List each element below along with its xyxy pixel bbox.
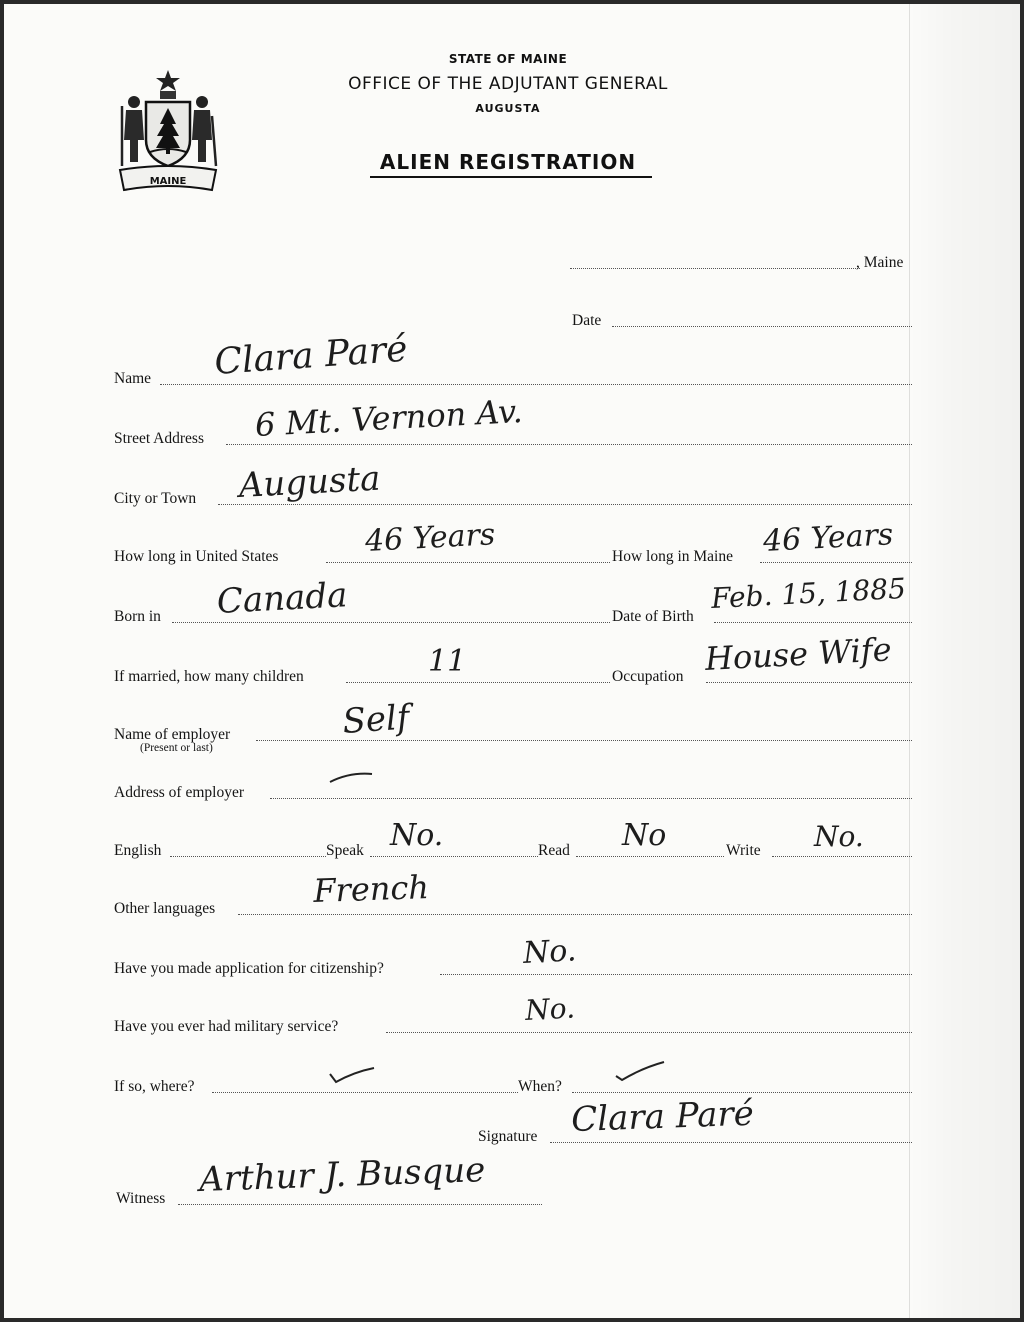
occupation-label: Occupation bbox=[612, 668, 684, 685]
occupation-value: House Wife bbox=[704, 630, 893, 678]
citizenship-field[interactable] bbox=[440, 974, 912, 975]
name-label: Name bbox=[114, 370, 152, 387]
name-field[interactable] bbox=[160, 384, 912, 385]
signature-field[interactable] bbox=[550, 1142, 912, 1143]
header-office: OFFICE OF THE ADJUTANT GENERAL bbox=[348, 74, 668, 94]
form-title: ALIEN REGISTRATION bbox=[379, 150, 637, 174]
born-in-value: Canada bbox=[215, 575, 349, 622]
other-languages-value: French bbox=[312, 867, 430, 910]
header-state: STATE OF MAINE bbox=[448, 52, 568, 66]
read-value: No bbox=[622, 818, 667, 853]
citizenship-value: No. bbox=[522, 933, 578, 971]
employer-label: Name of employer bbox=[114, 726, 231, 743]
military-field[interactable] bbox=[386, 1032, 912, 1033]
registration-form-page bbox=[4, 4, 1020, 1318]
speak-field[interactable] bbox=[370, 856, 538, 857]
where-label: If so, where? bbox=[114, 1078, 195, 1095]
city-field[interactable] bbox=[218, 504, 912, 505]
date-of-birth-value: Feb. 15, 1885 bbox=[710, 571, 907, 615]
how-long-maine-label: How long in Maine bbox=[612, 548, 733, 565]
military-value: No. bbox=[524, 991, 576, 1027]
employer-address-dash-mark bbox=[326, 766, 376, 788]
children-field[interactable] bbox=[346, 682, 610, 683]
speak-value: No. bbox=[390, 818, 444, 853]
how-long-maine-value: 46 Years bbox=[762, 517, 895, 559]
signature-value: Clara Paré bbox=[570, 1093, 755, 1140]
when-check-mark bbox=[612, 1058, 668, 1084]
read-label: Read bbox=[538, 842, 570, 859]
town-line bbox=[570, 268, 860, 269]
name-value: Clara Paré bbox=[213, 328, 409, 383]
date-of-birth-label: Date of Birth bbox=[612, 608, 694, 625]
write-label: Write bbox=[726, 842, 761, 859]
english-label: English bbox=[114, 842, 162, 859]
military-label: Have you ever had military service? bbox=[114, 1018, 339, 1035]
employer-address-field[interactable] bbox=[270, 798, 912, 799]
read-field[interactable] bbox=[576, 856, 724, 857]
street-field[interactable] bbox=[226, 444, 912, 445]
children-label: If married, how many children bbox=[114, 668, 304, 685]
born-in-label: Born in bbox=[114, 608, 161, 625]
how-long-us-value: 46 Years bbox=[364, 517, 497, 559]
street-label: Street Address bbox=[114, 430, 204, 447]
date-label: Date bbox=[572, 312, 602, 329]
header-city: AUGUSTA bbox=[475, 102, 541, 115]
children-value: 11 bbox=[428, 644, 467, 679]
where-check-mark bbox=[326, 1062, 378, 1086]
when-field[interactable] bbox=[572, 1092, 912, 1093]
city-value: Augusta bbox=[237, 458, 382, 506]
date-of-birth-field[interactable] bbox=[714, 622, 912, 623]
write-value: No. bbox=[814, 820, 864, 853]
citizenship-label: Have you made application for citizenship? bbox=[114, 960, 384, 977]
when-label: When? bbox=[518, 1078, 562, 1095]
occupation-field[interactable] bbox=[706, 682, 912, 683]
witness-value: Arthur J. Busque bbox=[198, 1150, 486, 1200]
other-languages-field[interactable] bbox=[238, 914, 912, 915]
employer-note: (Present or last) bbox=[140, 742, 213, 754]
scan-edge-shadow bbox=[909, 4, 1020, 1318]
title-underline bbox=[370, 176, 652, 178]
employer-address-label: Address of employer bbox=[114, 784, 244, 801]
witness-label: Witness bbox=[116, 1190, 166, 1207]
city-label: City or Town bbox=[114, 490, 197, 507]
where-field[interactable] bbox=[212, 1092, 518, 1093]
witness-field[interactable] bbox=[178, 1204, 542, 1205]
street-value: 6 Mt. Vernon Av. bbox=[254, 392, 524, 444]
seal-motto: MAINE bbox=[149, 176, 187, 187]
speak-label: Speak bbox=[326, 842, 364, 859]
english-field[interactable] bbox=[170, 856, 326, 857]
other-languages-label: Other languages bbox=[114, 900, 216, 917]
maine-label: , Maine bbox=[856, 254, 904, 271]
employer-value: Self bbox=[341, 697, 411, 742]
signature-label: Signature bbox=[478, 1128, 538, 1145]
how-long-maine-field[interactable] bbox=[760, 562, 912, 563]
date-field[interactable] bbox=[612, 326, 912, 327]
how-long-us-label: How long in United States bbox=[114, 548, 279, 565]
write-field[interactable] bbox=[772, 856, 912, 857]
born-in-field[interactable] bbox=[172, 622, 610, 623]
how-long-us-field[interactable] bbox=[326, 562, 610, 563]
